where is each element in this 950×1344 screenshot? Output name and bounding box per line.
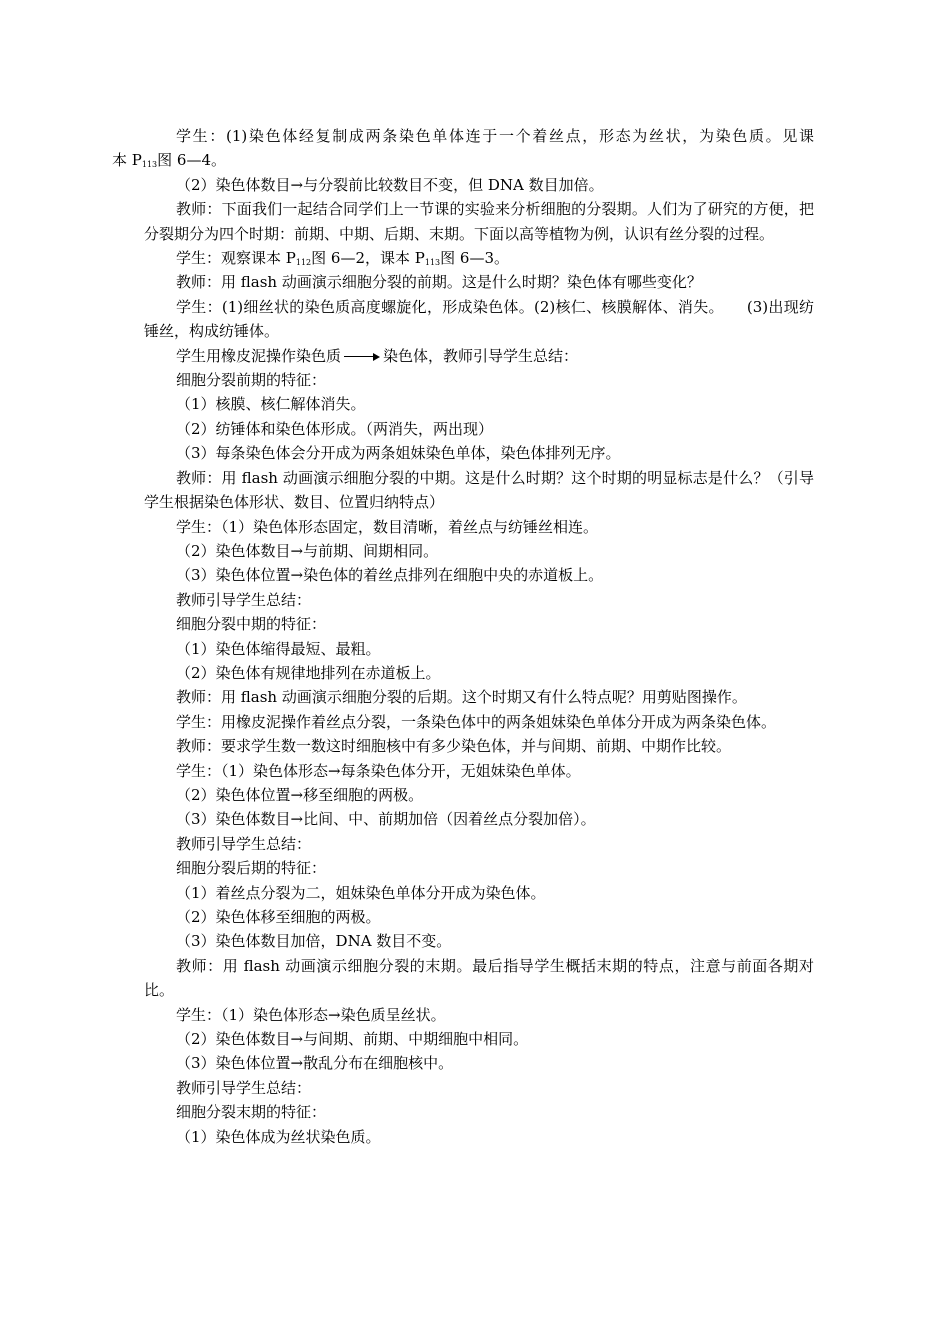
- paragraph-line: [112, 148, 814, 172]
- paragraph: 教师引导学生总结：: [176, 1078, 312, 1097]
- list-item: （1）染色体成为丝状染色质。: [176, 1127, 381, 1146]
- paragraph: 教师引导学生总结：: [176, 834, 312, 853]
- text-run: 学生用橡皮泥操作染色质: [176, 346, 342, 365]
- paragraph-teacher: 教师：要求学生数一数这时细胞核中有多少染色体，并与间期、前期、中期作比较。: [176, 737, 732, 756]
- paragraph: （2）染色体数目→与分裂前比较数目不变，但 DNA 数目加倍。: [176, 175, 604, 194]
- list-item: （2）染色体移至细胞的两极。: [176, 908, 381, 926]
- paragraph: 教师引导学生总结：: [176, 590, 312, 609]
- paragraph: 细胞分裂前期的特征：: [176, 371, 327, 390]
- page-subscript: 113: [424, 258, 441, 268]
- list-item: （1）着丝点分裂为二，姐妹染色单体分开成为染色体。: [176, 883, 546, 902]
- paragraph-teacher: 教师：用 flash 动画演示细胞分裂的后期。这个时期又有什么特点呢？用剪贴图操作。: [176, 688, 747, 707]
- text-run: 图 6—3。: [440, 249, 510, 268]
- text-run: 学生：观察课本 P: [176, 249, 296, 268]
- long-arrow-icon: [344, 352, 380, 362]
- paragraph-line: 学生：(1)染色体经复制成两条染色单体连于一个着丝点，形态为丝状，为染色质。见课: [176, 127, 814, 145]
- list-item: （1）核膜、核仁解体消失。: [176, 395, 366, 414]
- paragraph: 细胞分裂后期的特征：: [176, 859, 327, 878]
- list-item: （2）染色体数目→与前期、间期相同。: [176, 541, 439, 560]
- paragraph: 细胞分裂末期的特征：: [176, 1103, 327, 1122]
- paragraph-teacher: 教师：用 flash 动画演示细胞分裂的前期。这是什么时期？染色体有哪些变化？: [176, 273, 702, 292]
- paragraph-student: 学生：（1）染色体形态→染色质呈丝状。: [176, 1005, 446, 1024]
- text-run: 染色体，教师引导学生总结：: [383, 346, 579, 365]
- figure-ref-text: 图 6—4。: [157, 151, 227, 170]
- paragraph-student: 学生：(1)细丝状的染色质高度螺旋化，形成染色体。(2)核仁、核膜解体、消失。 (3)出现纺锤丝，构成纺锤体。: [144, 297, 814, 341]
- paragraph-teacher: 教师：用 flash 动画演示细胞分裂的末期。最后指导学生概括末期的特点，注意与前面各期对比。: [144, 956, 814, 1000]
- paragraph-student-observe: [144, 246, 814, 270]
- list-item: （2）染色体数目→与间期、前期、中期细胞中相同。: [176, 1030, 529, 1049]
- paragraph-student-interphase: [112, 124, 814, 173]
- list-item: （2）染色体位置→移至细胞的两极。: [176, 785, 424, 804]
- list-item: （3）染色体位置→染色体的着丝点排列在细胞中央的赤道板上。: [176, 566, 604, 585]
- paragraph: 细胞分裂中期的特征：: [176, 615, 327, 634]
- paragraph-student: 学生：（1）染色体形态固定，数目清晰，着丝点与纺锤丝相连。: [176, 517, 599, 536]
- list-item: （1）染色体缩得最短、最粗。: [176, 639, 381, 658]
- paragraph-student: 学生：（1）染色体形态→每条染色体分开，无姐妹染色单体。: [176, 761, 581, 780]
- list-item: （3）染色体数目→比间、中、前期加倍（因着丝点分裂加倍）。: [176, 810, 596, 829]
- paragraph-student: 学生：用橡皮泥操作着丝点分裂，一条染色体中的两条姐妹染色单体分开成为两条染色体。: [176, 712, 777, 731]
- figure-ref-text: 本 P: [112, 151, 142, 170]
- paragraph-teacher: 教师：下面我们一起结合同学们上一节课的实验来分析细胞的分裂期。人们为了研究的方便，把分裂期分为四个时期：前期、中期、后期、末期。下面以高等植物为例，认识有丝分裂的过程。: [144, 200, 814, 243]
- text-run: 图 6—2，课本 P: [311, 249, 425, 268]
- page-subscript: 112: [295, 258, 312, 268]
- list-item: （3）每条染色体会分开成为两条姐妹染色单体，染色体排列无序。: [176, 444, 621, 463]
- list-item: （3）染色体位置→散乱分布在细胞核中。: [176, 1054, 454, 1073]
- page-subscript: 113: [141, 160, 158, 170]
- list-item: （3）染色体数目加倍，DNA 数目不变。: [176, 932, 452, 951]
- paragraph-clay-operation: [144, 344, 814, 368]
- paragraph-teacher: 教师：用 flash 动画演示细胞分裂的中期。这是什么时期？这个时期的明显标志是什么？（引导学生根据染色体形状、数目、位置归纳特点）: [144, 468, 814, 512]
- document-body: [112, 124, 814, 1149]
- list-item: （2）染色体有规律地排列在赤道板上。: [176, 663, 441, 682]
- list-item: （2）纺锤体和染色体形成。（两消失，两出现）: [176, 419, 494, 438]
